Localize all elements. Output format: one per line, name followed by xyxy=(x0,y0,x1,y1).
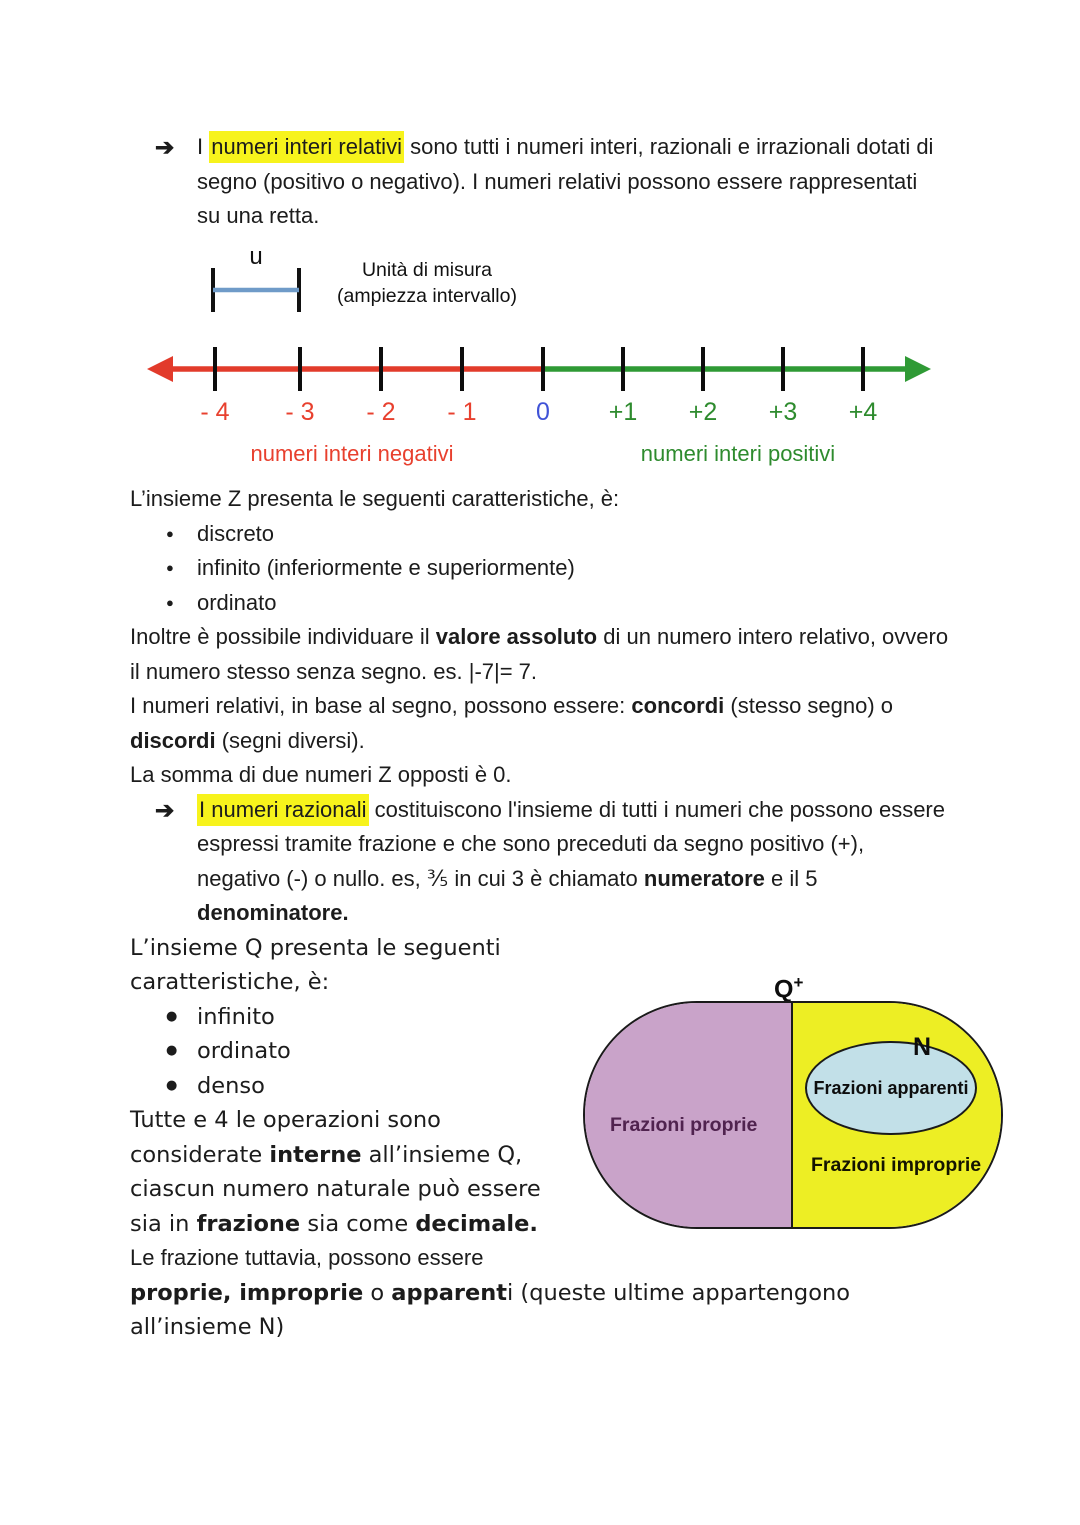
text-segment: apparent xyxy=(391,1279,508,1306)
apparent-fractions-label: Frazioni apparenti xyxy=(813,1077,969,1098)
venn-diagram xyxy=(583,971,1013,1246)
arrow-bullet-icon: ➔ xyxy=(155,134,175,160)
fractions-intro-line: Le frazione tuttavia, possono essere xyxy=(130,1245,484,1270)
absolute-value-paragraph xyxy=(130,620,950,689)
text-segment: discordi xyxy=(130,727,216,753)
bullet-item: ● discreto xyxy=(130,517,950,552)
text-segment: numeratore xyxy=(643,865,765,891)
negative-caption: numeri interi negativi xyxy=(250,441,454,466)
intro-paragraph xyxy=(130,130,937,234)
bullet-item: ● denso xyxy=(130,1069,575,1104)
proper-fractions-label: Frazioni proprie xyxy=(610,1114,758,1136)
text-segment: sia come xyxy=(300,1210,416,1237)
arrow-bullet-icon: ➔ xyxy=(155,796,175,823)
rational-paragraph xyxy=(130,793,950,931)
text-segment: frazione xyxy=(196,1210,301,1237)
n-set-label: N xyxy=(913,1033,932,1061)
text-segment: concordi xyxy=(631,693,725,718)
text-segment: (segni diversi). xyxy=(215,727,365,753)
zero-sum-paragraph: La somma di due numeri Z opposti è 0. xyxy=(130,762,512,787)
intro-text xyxy=(197,131,933,228)
number-line xyxy=(140,335,1020,475)
tick-label: - 3 xyxy=(285,398,315,426)
tick-label: - 1 xyxy=(447,398,477,426)
text-segment: e il 5 xyxy=(764,865,818,891)
tick-label: +2 xyxy=(688,398,718,426)
text-segment: o xyxy=(363,1279,392,1306)
q-plus-label xyxy=(774,973,803,1004)
highlighted-term: numeri interi relativi xyxy=(209,131,404,163)
text-segment: proprie, improprie xyxy=(130,1279,364,1306)
text-segment: all’insieme Q, ciascun numero naturale può essere sia in xyxy=(130,1141,541,1237)
text-segment: Inoltre è possibile individuare il xyxy=(130,624,436,649)
tick-label: - 2 xyxy=(366,398,396,426)
text-segment: di un numero intero relativo, ovvero il numero stesso senza segno. es. |-7|= 7. xyxy=(130,624,949,684)
text-segment: denominatore. xyxy=(197,900,349,925)
fraction-types-paragraph xyxy=(130,1276,870,1345)
text-segment: valore assoluto xyxy=(435,624,598,649)
text-segment: I xyxy=(197,134,210,159)
plus-superscript: + xyxy=(793,973,804,992)
right-arrowhead-icon xyxy=(905,356,931,382)
text-segment: Tutte e 4 le operazioni sono considerate xyxy=(130,1107,441,1168)
unit-caption-line2: (ampiezza intervallo) xyxy=(337,285,517,307)
tick-label: +4 xyxy=(848,398,878,426)
text-segment: sono tutti i numeri interi, razionali e irrazionali dotati di segno (positivo o negativo). I numeri relativi possono essere rappresentati su una retta. xyxy=(197,134,934,228)
tick-label-zero: 0 xyxy=(536,398,550,426)
q-operations-paragraph xyxy=(130,1103,575,1241)
unit-caption-line1: Unità di misura xyxy=(361,259,493,281)
improper-fractions-label: Frazioni improprie xyxy=(811,1154,982,1176)
tick-label: +3 xyxy=(768,398,798,426)
bullet-item: ● ordinato xyxy=(130,1034,575,1069)
concordi-discordi-paragraph xyxy=(130,689,950,758)
unit-diagram xyxy=(198,240,628,332)
q-bullet-list xyxy=(130,1000,575,1104)
unit-label: u xyxy=(249,243,263,270)
bullet-item: ● ordinato xyxy=(130,586,950,621)
bullet-item: ● infinito (inferiormente e superiormente) xyxy=(130,551,950,586)
text-segment: i (queste ultime appartengono all’insieme N) xyxy=(130,1279,851,1340)
positive-caption: numeri interi positivi xyxy=(640,441,836,466)
text-segment: interne xyxy=(269,1141,362,1168)
bullet-item: ● infinito xyxy=(130,1000,575,1035)
z-bullet-list xyxy=(130,517,950,621)
text-segment: (stesso segno) o xyxy=(724,693,894,718)
q-letter: Q xyxy=(774,975,794,1004)
text-segment: costituiscono l'insieme di tutti i numeri che possono essere espressi tramite frazione e che sono preceduti da segno positivo (+), negativo (-) o nullo. es, ⅗ in cui 3 è chiamato xyxy=(197,796,945,891)
apparent-fractions-ellipse xyxy=(805,1041,977,1135)
z-heading: L’insieme Z presenta le seguenti caratteristiche, è: xyxy=(130,486,620,511)
text-segment: decimale. xyxy=(415,1210,538,1237)
rational-text xyxy=(197,794,945,926)
q-heading: L’insieme Q presenta le seguenti caratteristiche, è: xyxy=(130,934,501,995)
text-segment: I numeri relativi, in base al segno, possono essere: xyxy=(130,693,632,718)
left-arrowhead-icon xyxy=(147,356,173,382)
highlighted-term: I numeri razionali xyxy=(197,794,369,826)
tick-label: - 4 xyxy=(200,398,230,426)
tick-label: +1 xyxy=(608,398,638,426)
